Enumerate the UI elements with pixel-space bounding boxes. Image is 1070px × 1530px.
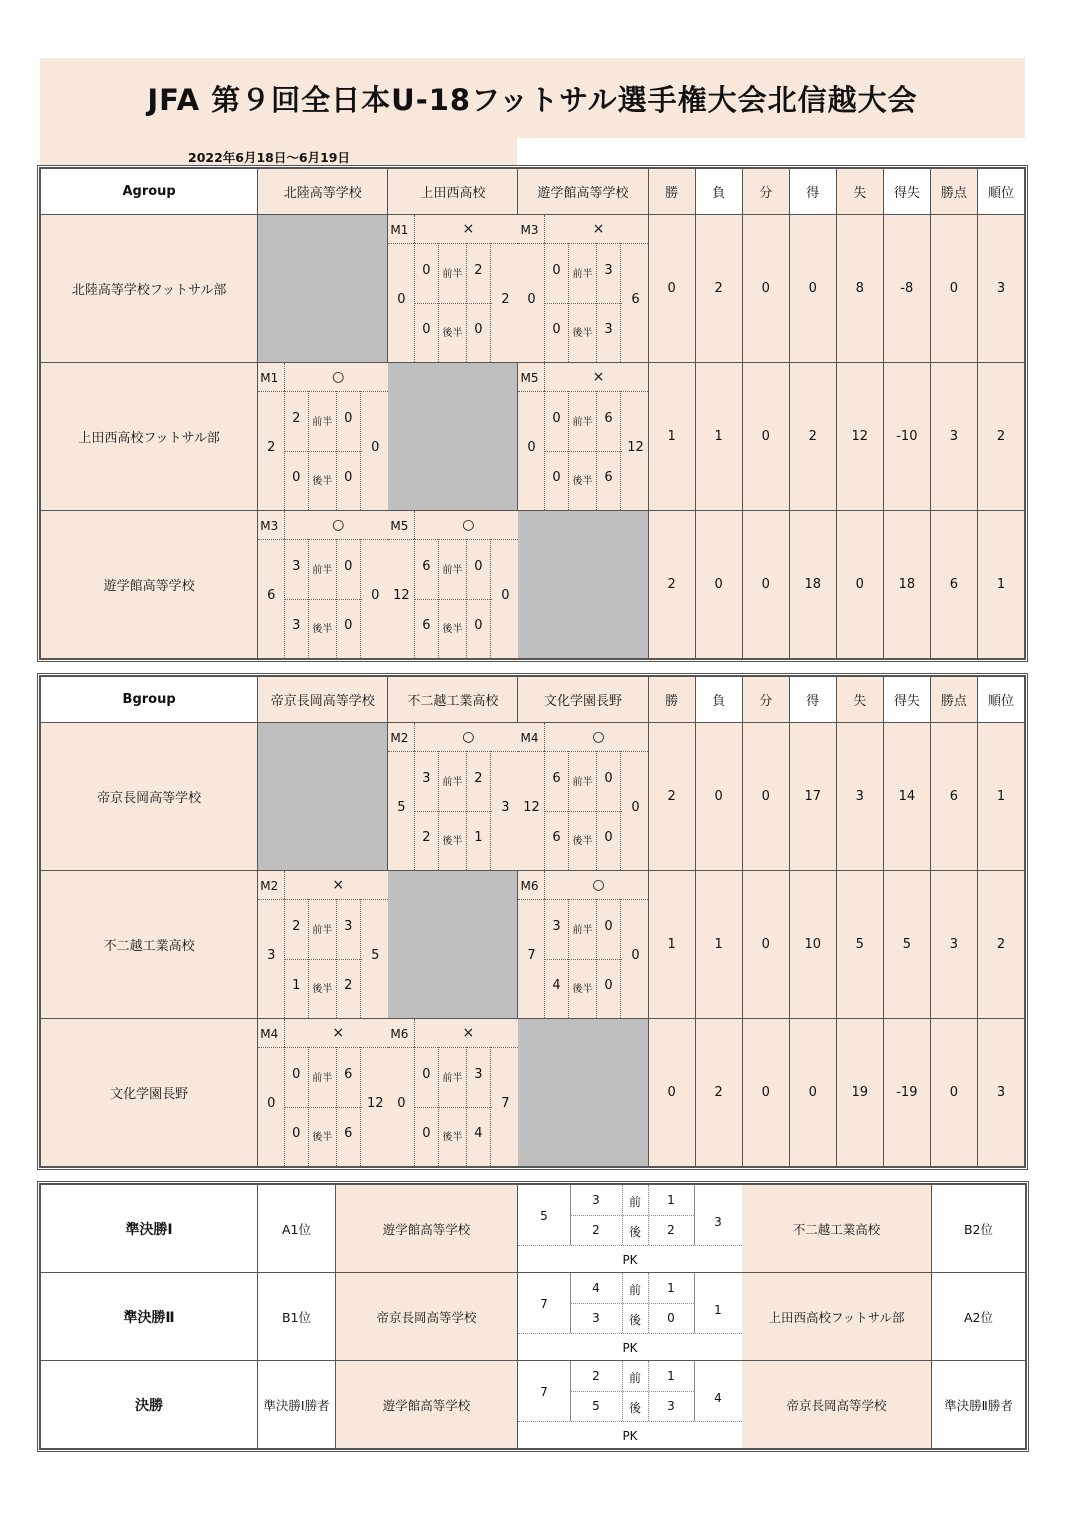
score-second-half-own: 0: [292, 470, 301, 485]
score-total-own: 3: [267, 948, 276, 963]
score-total-own: 12: [393, 588, 410, 603]
stat-value: 0: [930, 215, 977, 363]
score-total-own: 0: [527, 292, 536, 307]
first-half-label: 前半: [572, 925, 593, 936]
first-half-label: 前半: [312, 417, 333, 428]
score-second-half-own: 0: [552, 322, 561, 337]
stat-value: 0: [648, 1019, 695, 1167]
seed-right: 準決勝Ⅱ勝者: [932, 1361, 1026, 1449]
team-left: 遊学館高等学校: [336, 1185, 518, 1273]
score-second-half-own: 3: [292, 618, 301, 633]
match-cell: [518, 871, 648, 1019]
knockout-score-cell: [518, 1273, 742, 1361]
score-total-own: 6: [267, 588, 276, 603]
stat-value: 3: [836, 723, 883, 871]
column-team-header: 帝京長岡高等学校: [258, 677, 388, 723]
stat-value: 2: [695, 215, 742, 363]
match-cell: [518, 363, 648, 511]
score-total-opponent: 0: [371, 588, 380, 603]
stat-value: 0: [742, 363, 789, 511]
column-team-header: 上田西高校: [388, 169, 518, 215]
score-second-half-own: 0: [422, 322, 431, 337]
stat-value: -19: [883, 1019, 930, 1167]
score-second-half-opponent: 0: [604, 830, 613, 845]
score-second-half-opponent: 3: [604, 322, 613, 337]
match-result: ○: [332, 369, 345, 385]
row-team-name: 帝京長岡高等学校: [41, 723, 258, 871]
score-second-half-opponent: 0: [474, 618, 483, 633]
score-first-half-left: 4: [592, 1281, 600, 1295]
match-code: M3: [260, 519, 279, 533]
match-cell: [258, 511, 388, 659]
score-second-half-opponent: 1: [474, 830, 483, 845]
score-second-half-own: 4: [552, 978, 561, 993]
first-half-label: 前: [628, 1283, 641, 1297]
score-first-half-own: 0: [422, 1067, 431, 1082]
first-half-label: 前半: [442, 565, 463, 576]
second-half-label: 後半: [442, 1132, 463, 1143]
score-second-half-opponent: 0: [474, 322, 483, 337]
column-team-header: 北陸高等学校: [258, 169, 388, 215]
pk-label: PK: [622, 1253, 638, 1267]
score-first-half-right: 1: [667, 1281, 675, 1295]
stat-value: 0: [695, 723, 742, 871]
match-result: ○: [592, 877, 605, 893]
score-second-half-own: 0: [422, 1126, 431, 1141]
stat-header: 負: [695, 169, 742, 215]
second-half-label: 後半: [572, 984, 593, 995]
stat-value: 0: [742, 1019, 789, 1167]
score-first-half-own: 2: [292, 919, 301, 934]
score-second-half-right: 2: [667, 1223, 675, 1237]
stat-value: 0: [648, 215, 695, 363]
second-half-label: 後半: [312, 476, 333, 487]
score-first-half-opponent: 3: [344, 919, 353, 934]
score-total-opponent: 6: [631, 292, 640, 307]
stat-value: 0: [789, 1019, 836, 1167]
score-total-own: 7: [527, 948, 536, 963]
self-match-cell: [258, 215, 388, 363]
stat-value: 1: [695, 363, 742, 511]
stat-value: 2: [789, 363, 836, 511]
stat-value: 2: [648, 723, 695, 871]
seed-left: B1位: [258, 1273, 336, 1361]
first-half-label: 前半: [572, 269, 593, 280]
stat-value: 18: [883, 511, 930, 659]
score-total-left: 7: [540, 1297, 548, 1311]
match-cell: [388, 215, 518, 363]
score-second-half-left: 5: [592, 1399, 600, 1413]
first-half-label: 前半: [442, 1073, 463, 1084]
score-second-half-own: 6: [552, 830, 561, 845]
stat-header: 失: [836, 677, 883, 723]
score-total-own: 0: [397, 292, 406, 307]
score-first-half-opponent: 2: [474, 771, 483, 786]
score-total-own: 0: [267, 1096, 276, 1111]
team-left: 遊学館高等学校: [336, 1361, 518, 1449]
score-total-own: 2: [267, 440, 276, 455]
score-first-half-left: 3: [592, 1193, 600, 1207]
stat-value: 1: [695, 871, 742, 1019]
column-team-header: 不二越工業高校: [388, 677, 518, 723]
team-left: 帝京長岡高等学校: [336, 1273, 518, 1361]
stat-value: 2: [977, 363, 1024, 511]
team-right: 上田西高校フットサル部: [742, 1273, 932, 1361]
score-total-right: 4: [714, 1391, 722, 1405]
score-total-right: 3: [714, 1215, 722, 1229]
stat-header: 失: [836, 169, 883, 215]
score-first-half-opponent: 2: [474, 263, 483, 278]
score-total-own: 0: [527, 440, 536, 455]
score-first-half-own: 3: [552, 919, 561, 934]
seed-left: A1位: [258, 1185, 336, 1273]
score-second-half-opponent: 0: [344, 470, 353, 485]
second-half-label: 後: [628, 1313, 641, 1327]
self-match-cell: [518, 1019, 648, 1167]
stat-header: 得: [789, 677, 836, 723]
score-first-half-opponent: 3: [604, 263, 613, 278]
match-code: M6: [520, 879, 539, 893]
self-match-cell: [388, 363, 518, 511]
column-team-header: 文化学園長野: [518, 677, 648, 723]
stat-header: 負: [695, 677, 742, 723]
match-result: ×: [462, 1025, 475, 1041]
stat-value: 5: [836, 871, 883, 1019]
second-half-label: 後: [628, 1401, 641, 1415]
round-name: 決勝: [41, 1361, 258, 1449]
stat-value: 1: [977, 723, 1024, 871]
stat-value: 0: [742, 215, 789, 363]
stat-value: 0: [742, 723, 789, 871]
first-half-label: 前半: [572, 777, 593, 788]
self-match-cell: [518, 511, 648, 659]
match-code: M2: [260, 879, 279, 893]
score-total-opponent: 0: [501, 588, 510, 603]
match-code: M1: [390, 223, 409, 237]
score-total-opponent: 3: [501, 800, 510, 815]
score-second-half-own: 0: [552, 470, 561, 485]
score-first-half-own: 0: [552, 263, 561, 278]
first-half-label: 前半: [572, 417, 593, 428]
match-result: ×: [592, 221, 605, 237]
match-result: ○: [462, 517, 475, 533]
stat-value: 0: [789, 215, 836, 363]
team-right: 不二越工業高校: [742, 1185, 932, 1273]
seed-left: 準決勝Ⅰ勝者: [258, 1361, 336, 1449]
second-half-label: 後半: [442, 624, 463, 635]
stat-header: 勝: [648, 169, 695, 215]
score-second-half-opponent: 0: [344, 618, 353, 633]
team-right: 帝京長岡高等学校: [742, 1361, 932, 1449]
stat-value: 0: [836, 511, 883, 659]
score-total-opponent: 0: [631, 800, 640, 815]
stat-header: 順位: [977, 677, 1024, 723]
stat-value: -8: [883, 215, 930, 363]
stat-value: 1: [648, 871, 695, 1019]
stat-value: 5: [883, 871, 930, 1019]
score-first-half-left: 2: [592, 1369, 600, 1383]
stat-value: 6: [930, 723, 977, 871]
score-first-half-own: 3: [292, 559, 301, 574]
group-label: Agroup: [41, 169, 258, 215]
stat-value: 6: [930, 511, 977, 659]
stat-value: 3: [977, 215, 1024, 363]
second-half-label: 後半: [312, 1132, 333, 1143]
match-cell: [258, 871, 388, 1019]
score-total-opponent: 5: [371, 948, 380, 963]
score-first-half-opponent: 3: [474, 1067, 483, 1082]
score-second-half-own: 6: [422, 618, 431, 633]
score-second-half-opponent: 4: [474, 1126, 483, 1141]
stat-header: 勝点: [930, 169, 977, 215]
stat-header: 得失: [883, 677, 930, 723]
match-code: M2: [390, 731, 409, 745]
first-half-label: 前半: [312, 1073, 333, 1084]
score-first-half-own: 0: [422, 263, 431, 278]
score-first-half-own: 0: [292, 1067, 301, 1082]
score-first-half-own: 0: [552, 411, 561, 426]
score-first-half-opponent: 6: [604, 411, 613, 426]
second-half-label: 後半: [442, 836, 463, 847]
stat-header: 得失: [883, 169, 930, 215]
column-team-header: 遊学館高等学校: [518, 169, 648, 215]
stat-value: 0: [742, 511, 789, 659]
stat-value: 3: [930, 363, 977, 511]
stat-header: 得: [789, 169, 836, 215]
score-first-half-opponent: 6: [344, 1067, 353, 1082]
score-second-half-opponent: 0: [604, 978, 613, 993]
score-second-half-right: 3: [667, 1399, 675, 1413]
score-first-half-opponent: 0: [604, 771, 613, 786]
group-table: [40, 168, 1025, 659]
stat-value: 10: [789, 871, 836, 1019]
score-second-half-left: 2: [592, 1223, 600, 1237]
first-half-label: 前半: [442, 777, 463, 788]
match-code: M4: [260, 1027, 279, 1041]
score-second-half-right: 0: [667, 1311, 675, 1325]
score-total-own: 5: [397, 800, 406, 815]
stat-value: 0: [742, 871, 789, 1019]
knockout-table: [40, 1184, 1026, 1449]
match-cell: [258, 363, 388, 511]
score-second-half-opponent: 6: [344, 1126, 353, 1141]
match-result: ○: [462, 729, 475, 745]
match-cell: [258, 1019, 388, 1167]
match-code: M3: [520, 223, 539, 237]
stat-value: 8: [836, 215, 883, 363]
first-half-label: 前: [628, 1371, 641, 1385]
score-first-half-right: 1: [667, 1193, 675, 1207]
seed-right: B2位: [932, 1185, 1026, 1273]
second-half-label: 後半: [442, 328, 463, 339]
self-match-cell: [258, 723, 388, 871]
stat-value: 1: [648, 363, 695, 511]
stat-header: 分: [742, 169, 789, 215]
score-second-half-own: 0: [292, 1126, 301, 1141]
stat-header: 勝点: [930, 677, 977, 723]
match-cell: [518, 215, 648, 363]
round-name: 準決勝Ⅱ: [41, 1273, 258, 1361]
score-second-half-own: 1: [292, 978, 301, 993]
score-first-half-opponent: 0: [474, 559, 483, 574]
group-label: Bgroup: [41, 677, 258, 723]
score-total-opponent: 7: [501, 1096, 510, 1111]
row-team-name: 上田西高校フットサル部: [41, 363, 258, 511]
stat-value: 2: [648, 511, 695, 659]
group-table: [40, 676, 1025, 1167]
stat-value: 3: [930, 871, 977, 1019]
match-result: ○: [592, 729, 605, 745]
row-team-name: 遊学館高等学校: [41, 511, 258, 659]
stat-value: 1: [977, 511, 1024, 659]
score-total-opponent: 2: [501, 292, 510, 307]
score-first-half-own: 3: [422, 771, 431, 786]
pk-label: PK: [622, 1429, 638, 1443]
score-first-half-own: 2: [292, 411, 301, 426]
second-half-label: 後半: [572, 328, 593, 339]
second-half-label: 後半: [312, 984, 333, 995]
page-title: JFA 第９回全日本U-18フットサル選手権大会北信越大会: [147, 83, 918, 117]
match-cell: [518, 723, 648, 871]
second-half-label: 後半: [312, 624, 333, 635]
score-second-half-opponent: 6: [604, 470, 613, 485]
row-team-name: 北陸高等学校フットサル部: [41, 215, 258, 363]
stat-value: 17: [789, 723, 836, 871]
match-cell: [388, 723, 518, 871]
score-second-half-opponent: 2: [344, 978, 353, 993]
match-result: ×: [332, 1025, 345, 1041]
round-name: 準決勝Ⅰ: [41, 1185, 258, 1273]
stat-header: 順位: [977, 169, 1024, 215]
match-result: ×: [332, 877, 345, 893]
match-cell: [388, 511, 518, 659]
score-first-half-own: 6: [422, 559, 431, 574]
stat-value: 18: [789, 511, 836, 659]
stat-header: 分: [742, 677, 789, 723]
score-second-half-own: 2: [422, 830, 431, 845]
match-code: M6: [390, 1027, 409, 1041]
pk-label: PK: [622, 1341, 638, 1355]
stat-value: 2: [695, 1019, 742, 1167]
score-second-half-left: 3: [592, 1311, 600, 1325]
match-result: ×: [592, 369, 605, 385]
match-code: M5: [520, 371, 539, 385]
stat-value: -10: [883, 363, 930, 511]
score-first-half-right: 1: [667, 1369, 675, 1383]
score-first-half-opponent: 0: [604, 919, 613, 934]
score-total-left: 5: [540, 1209, 548, 1223]
score-total-own: 0: [397, 1096, 406, 1111]
stat-value: 19: [836, 1019, 883, 1167]
seed-right: A2位: [932, 1273, 1026, 1361]
score-first-half-opponent: 0: [344, 559, 353, 574]
stat-value: 12: [836, 363, 883, 511]
score-first-half-own: 6: [552, 771, 561, 786]
first-half-label: 前半: [312, 565, 333, 576]
match-code: M5: [390, 519, 409, 533]
score-total-opponent: 0: [631, 948, 640, 963]
match-cell: [388, 1019, 518, 1167]
score-total-own: 12: [523, 800, 540, 815]
second-half-label: 後: [628, 1225, 641, 1239]
second-half-label: 後半: [572, 836, 593, 847]
stat-value: 0: [695, 511, 742, 659]
stat-header: 勝: [648, 677, 695, 723]
self-match-cell: [388, 871, 518, 1019]
score-first-half-opponent: 0: [344, 411, 353, 426]
match-result: ○: [332, 517, 345, 533]
stat-value: 3: [977, 1019, 1024, 1167]
score-total-opponent: 12: [627, 440, 644, 455]
score-total-opponent: 12: [366, 1096, 384, 1111]
first-half-label: 前半: [312, 925, 333, 936]
first-half-label: 前: [628, 1195, 641, 1209]
event-date: 2022年6月18日～6月19日: [188, 150, 350, 165]
stat-value: 0: [930, 1019, 977, 1167]
stat-value: 14: [883, 723, 930, 871]
match-result: ×: [462, 221, 475, 237]
knockout-score-cell: [518, 1361, 742, 1449]
match-code: M1: [260, 371, 279, 385]
score-total-opponent: 0: [371, 440, 380, 455]
first-half-label: 前半: [442, 269, 463, 280]
stat-value: 2: [977, 871, 1024, 1019]
row-team-name: 文化学園長野: [41, 1019, 258, 1167]
second-half-label: 後半: [572, 476, 593, 487]
score-total-left: 7: [540, 1385, 548, 1399]
score-total-right: 1: [714, 1303, 722, 1317]
row-team-name: 不二越工業高校: [41, 871, 258, 1019]
knockout-score-cell: [518, 1185, 742, 1273]
match-code: M4: [520, 731, 539, 745]
